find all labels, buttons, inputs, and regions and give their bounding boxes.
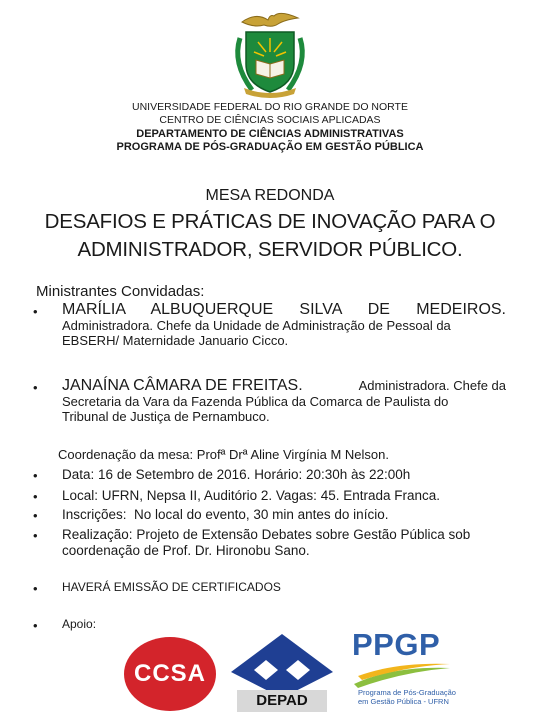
bullet-icon: • <box>33 618 38 633</box>
depad-logo-text: DEPAD <box>237 690 327 712</box>
event-title-line2: ADMINISTRADOR, SERVIDOR PÚBLICO. <box>77 238 463 261</box>
ppgp-logo <box>352 628 456 718</box>
ppgp-subtitle-2: em Gestão Pública - UFRN <box>358 697 449 706</box>
speaker-2 <box>62 378 506 425</box>
bullet-icon: • <box>33 468 38 483</box>
speaker-1-desc-line1: Administradora. Chefe da Unidade de Administração de Pessoal da <box>62 317 451 333</box>
department-name: DEPARTAMENTO DE CIÊNCIAS ADMINISTRATIVAS <box>136 128 404 140</box>
bullet-icon: • <box>33 304 38 319</box>
bullet-icon: • <box>33 489 38 504</box>
event-type: MESA REDONDA <box>205 187 335 204</box>
event-title <box>40 208 500 264</box>
seats-label: Vagas: <box>275 488 317 503</box>
bullet-icon: • <box>33 528 38 543</box>
speaker-2-first-line <box>62 378 506 394</box>
coordination-line <box>58 447 389 462</box>
ppgp-logo-text: PPGP <box>352 627 441 662</box>
certificates-note: HAVERÁ EMISSÃO DE CERTIFICADOS <box>62 580 281 594</box>
speaker-2-desc-line2: Secretaria da Vara da Fazenda Pública da Comarca de Paulista do <box>62 393 449 409</box>
event-title-line1: DESAFIOS E PRÁTICAS DE INOVAÇÃO PARA O <box>44 210 496 233</box>
university-name: UNIVERSIDADE FEDERAL DO RIO GRANDE DO NORTE <box>132 101 408 113</box>
realization-label: Realização: <box>62 527 133 542</box>
coordination-label: Coordenação da mesa: <box>58 447 194 462</box>
registration-line <box>62 507 506 523</box>
time-label: Horário: <box>254 467 303 482</box>
support-label: Apoio: <box>62 617 97 631</box>
date-label: Data: <box>62 467 95 482</box>
ccsa-logo <box>122 636 218 714</box>
speaker-1-name: MARÍLIA ALBUQUERQUE SILVA DE MEDEIROS. <box>62 301 506 318</box>
bullet-icon: • <box>33 508 38 523</box>
ppgp-swoosh-icon <box>352 662 452 688</box>
realization-block <box>62 527 506 558</box>
speaker-1-desc-line2: EBSERH/ Maternidade Januario Cicco. <box>62 333 289 349</box>
ufrn-crest-emblem <box>222 8 318 100</box>
center-name: CENTRO DE CIÊNCIAS SOCIAIS APLICADAS <box>159 114 381 126</box>
location-line <box>62 488 506 504</box>
speaker-2-desc-line3: Tribunal de Justiça de Pernambuco. <box>62 409 270 425</box>
date-value: 16 de Setembro de 2016. <box>98 467 251 482</box>
program-name: PROGRAMA DE PÓS-GRADUAÇÃO EM GESTÃO PÚBLICA <box>116 141 424 153</box>
registration-label: Inscrições: <box>62 507 127 522</box>
date-line <box>62 467 506 483</box>
bullet-icon: • <box>33 380 38 395</box>
realization-line1: Projeto de Extensão Debates sobre Gestão Pública sob <box>136 527 471 542</box>
speaker-2-desc-line1: Administradora. Chefe da <box>358 378 506 393</box>
speaker-2-name: JANAÍNA CÂMARA DE FREITAS. <box>62 377 303 394</box>
seats-value: 45. Entrada Franca. <box>320 488 441 503</box>
depad-logo <box>229 632 335 716</box>
speakers-heading: Ministrantes Convidadas: <box>36 283 205 300</box>
place-value: UFRN, Nepsa II, Auditório 2. <box>101 488 273 503</box>
speaker-1 <box>62 302 506 349</box>
realization-line2: coordenação de Prof. Dr. Hironobu Sano. <box>62 542 310 558</box>
place-label: Local: <box>62 488 99 503</box>
coordination-value: Profª Drª Aline Virgínia M Nelson. <box>196 447 389 462</box>
ppgp-subtitle-1: Programa de Pós-Graduação <box>358 688 456 697</box>
ccsa-logo-text: CCSA <box>133 660 206 687</box>
time-value: 20:30h às 22:00h <box>305 467 411 482</box>
registration-value: No local do evento, 30 min antes do início. <box>134 507 389 522</box>
bullet-icon: • <box>33 581 38 596</box>
